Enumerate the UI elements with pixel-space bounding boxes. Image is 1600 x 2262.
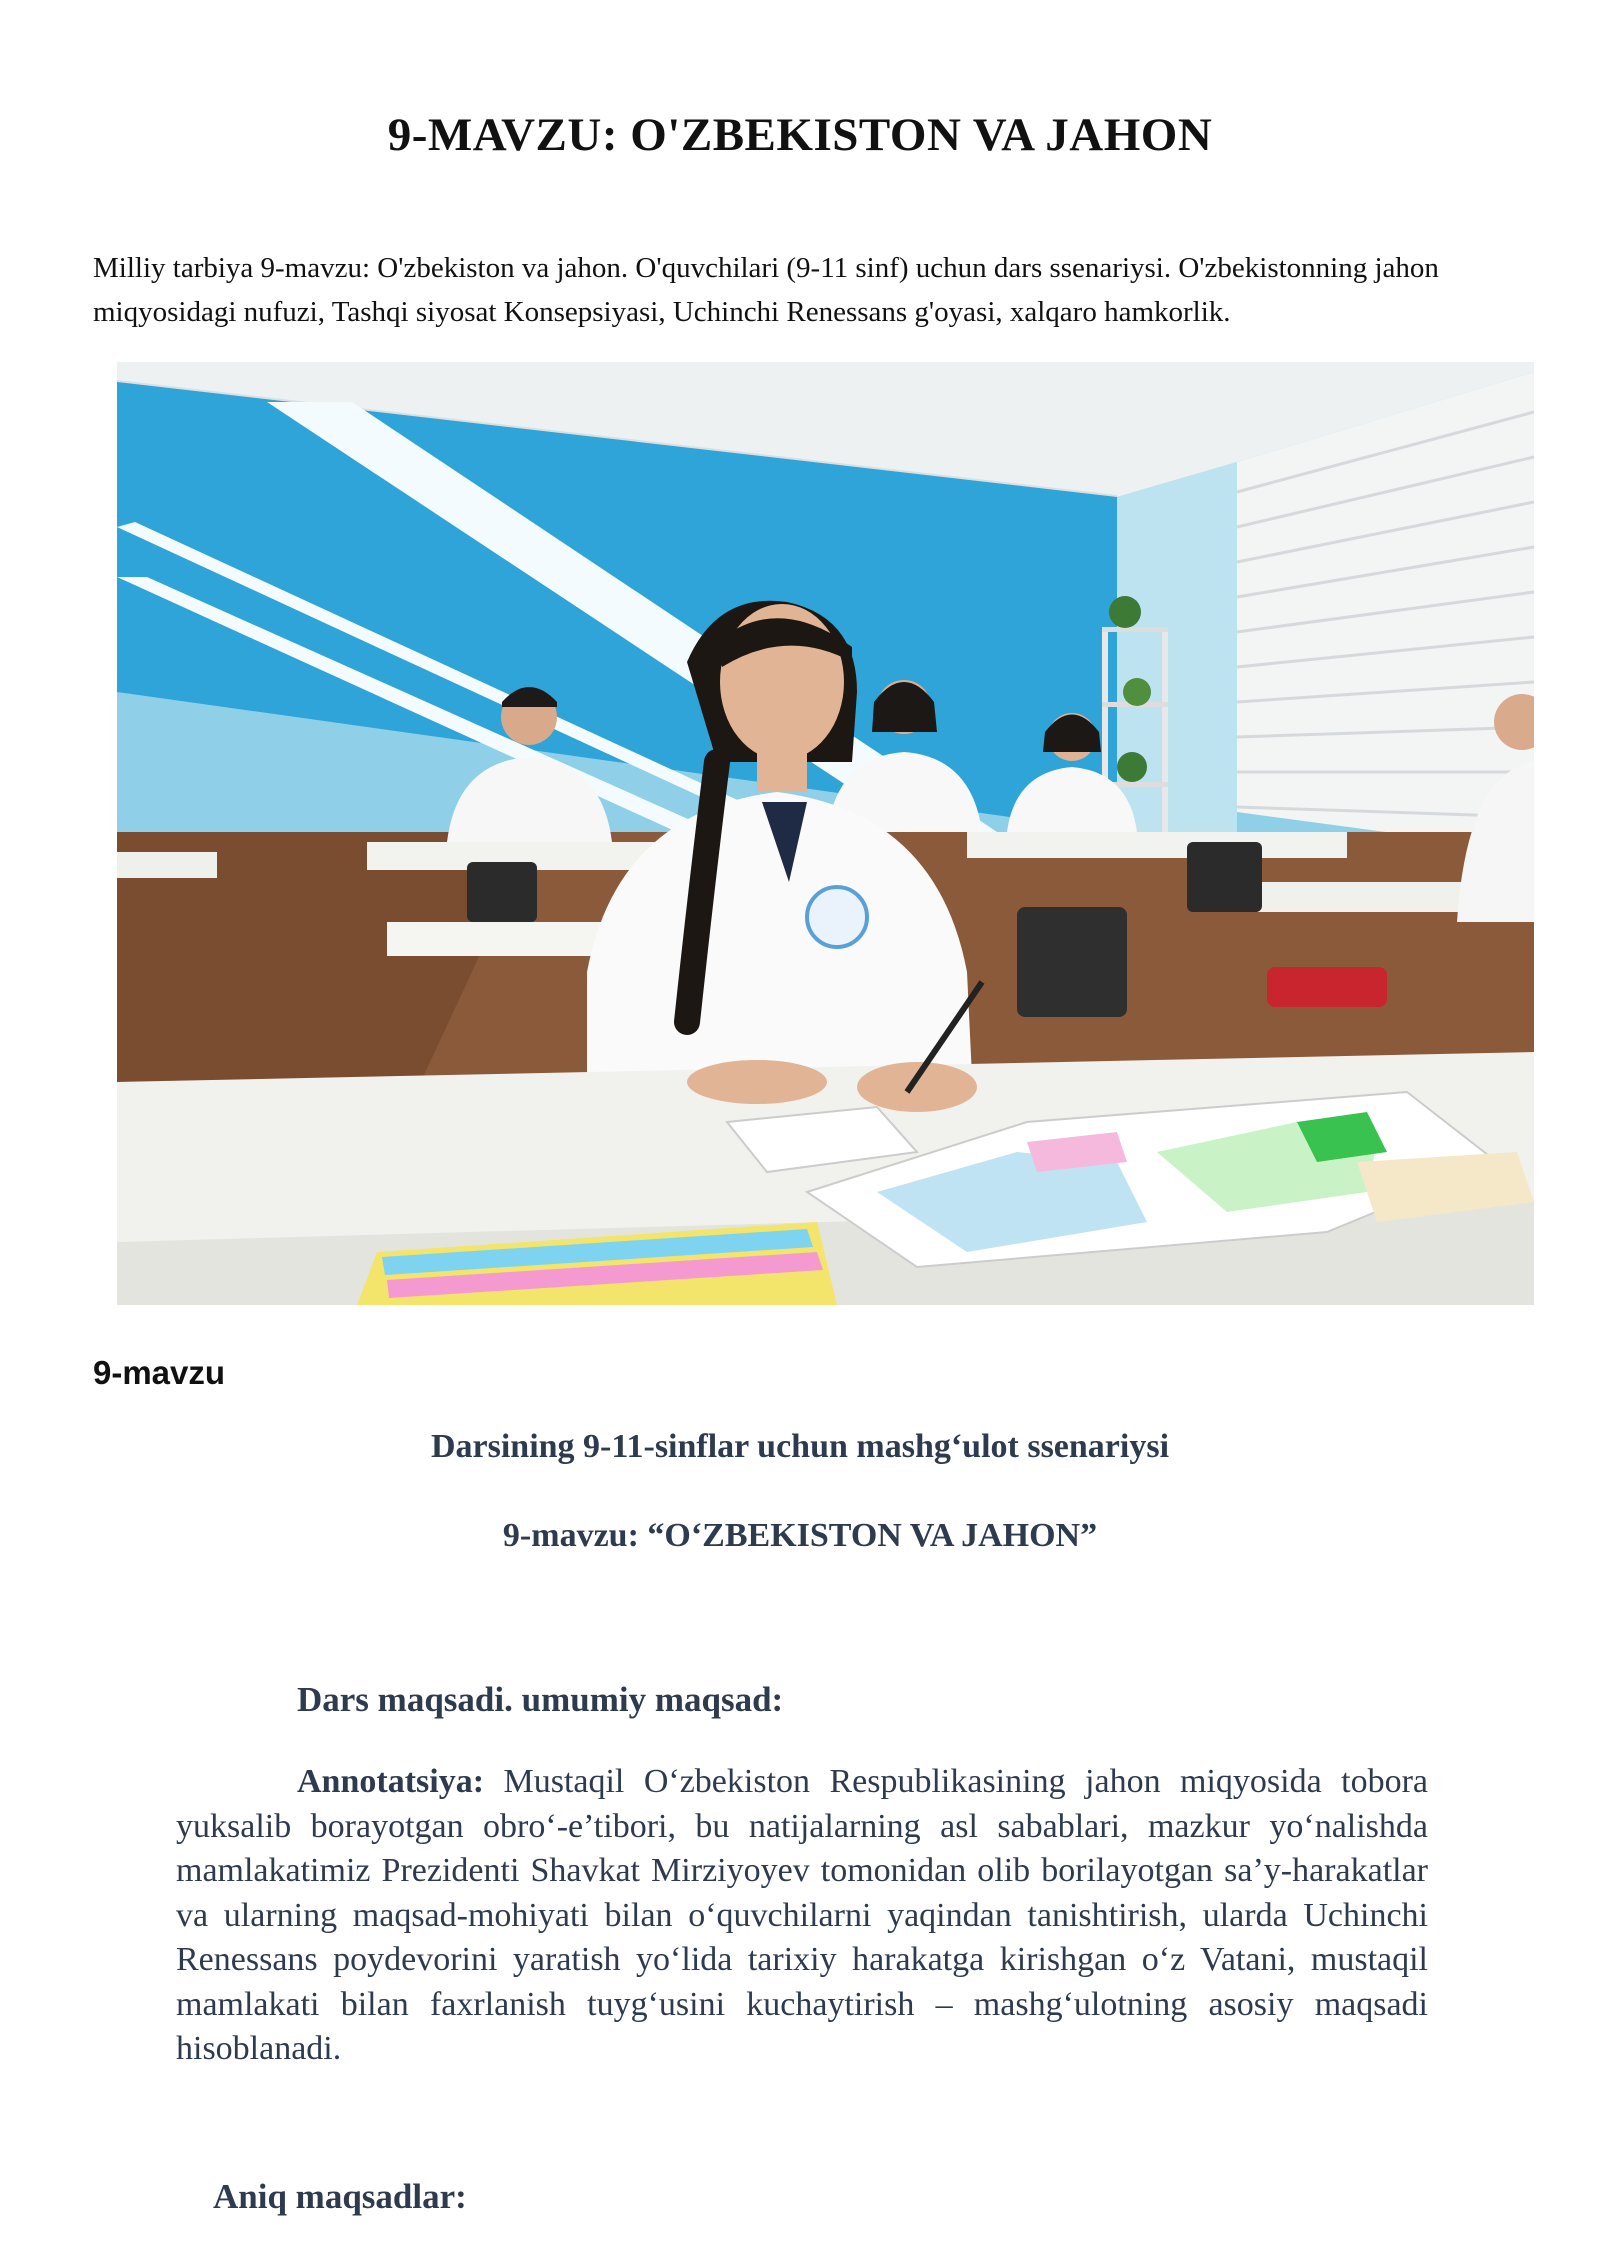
lesson-scenario-subtitle: Darsining 9-11-sinflar uchun mashg‘ulot ssenariysi [430, 1428, 1170, 1465]
intro-paragraph: Milliy tarbiya 9-mavzu: O'zbekiston va jahon. O'quvchilari (9-11 sinf) uchun dars ssenariysi. O'zbekistonning jahon miqyosidagi nufuzi, Tashqi siyosat Konsepsiyasi, Uchinchi Renessans g'oyasi, xalqaro hamkorlik. [93, 252, 1439, 328]
topic-label: 9-mavzu [93, 1354, 226, 1391]
page-title: 9-MAVZU: O'ZBEKISTON VA JAHON [387, 109, 1213, 161]
annotation-text: Mustaqil O‘zbekiston Respublikasining jahon miqyosida tobora yuksalib borayotgan obro‘-e’tibori, bu natijalarning asl sabablari, mazkur yo‘nalishda mamlakatimiz Prezidenti Shavkat Mirziyoyev tomonidan olib borilayotgan sa’y-harakatlar va ularning maqsad-mohiyati bilan o‘quvchilarni yaqindan tanishtirish, ularda Uchinchi Renessans poydevorini yaratish yo‘lida tarixiy harakatga kirishgan o‘z Vatani, mustaqil mamlakati bilan faxrlanish tuyg‘usini kuchaytirish – mashg‘ulotning asosiy maqsadi hisoblanadi. [176, 1763, 1428, 2067]
annotation-label: Annotatsiya: [297, 1763, 485, 1800]
classroom-photo [117, 362, 1534, 1305]
specific-aims-heading: Aniq maqsadlar: [213, 2177, 467, 2216]
topic-subtitle: 9-mavzu: “O‘ZBEKISTON VA JAHON” [502, 1517, 1098, 1554]
lesson-goal-heading: Dars maqsadi. umumiy maqsad: [297, 1680, 784, 1719]
annotation-paragraph [176, 1760, 1428, 2072]
